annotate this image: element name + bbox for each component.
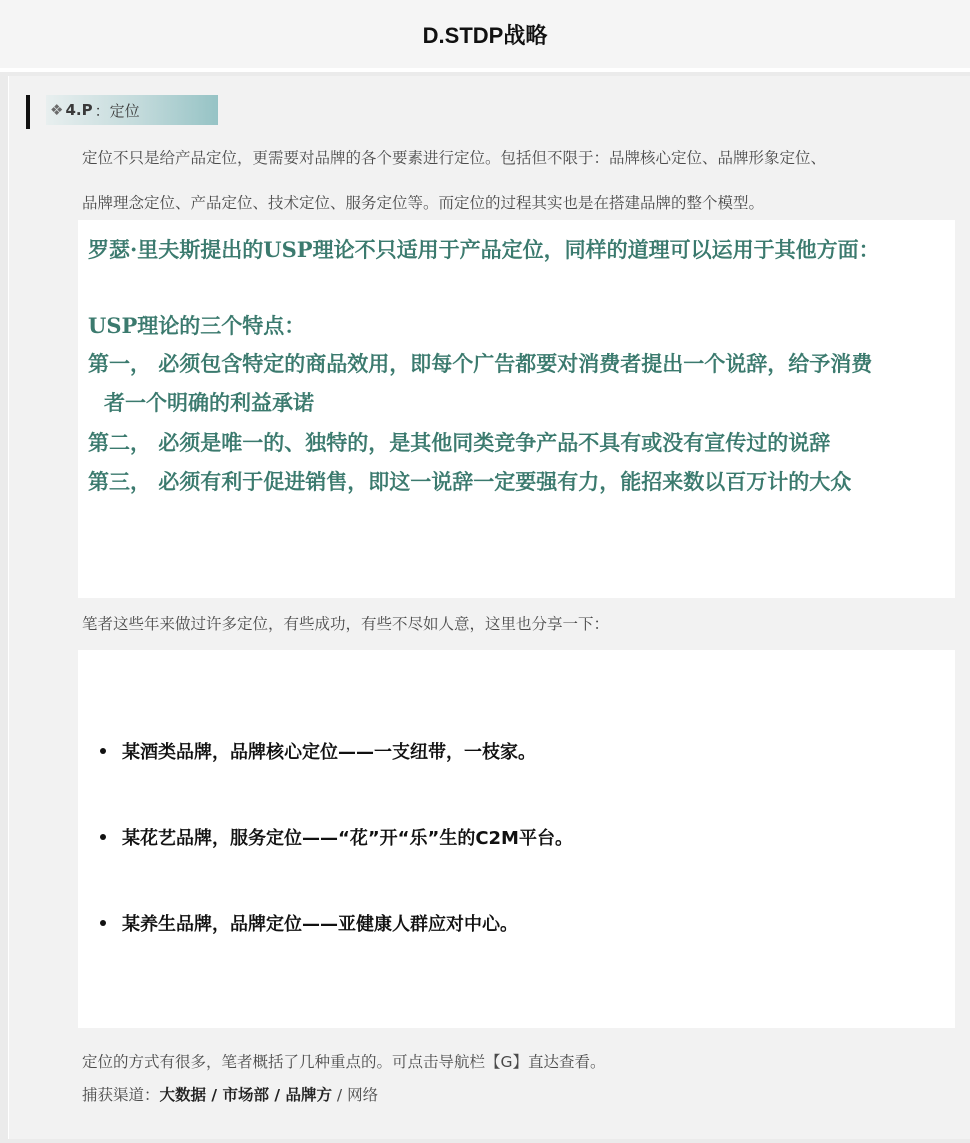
channels-line bbox=[82, 1083, 378, 1105]
list-item bbox=[100, 824, 573, 850]
list-item bbox=[100, 910, 518, 936]
section-tag-label: 4.P bbox=[65, 101, 93, 119]
usp-line: 罗瑟·里夫斯提出的USP理论不只适用于产品定位，同样的道理可以运用于其他方面： bbox=[88, 237, 880, 262]
channel-separator: / bbox=[332, 1086, 348, 1104]
diamond-ornament-icon: ❖ bbox=[50, 101, 64, 119]
channels-label: 捕获渠道： bbox=[82, 1086, 160, 1104]
section-marker-bar bbox=[26, 95, 30, 129]
share-text: 笔者这些年来做过许多定位，有些成功，有些不尽如人意，这里也分享一下： bbox=[82, 615, 610, 633]
bullet-icon bbox=[100, 748, 106, 754]
channel-tag: 网络 bbox=[347, 1086, 379, 1104]
intro-line: 定位不只是给产品定位，更需要对品牌的各个要素进行定位。包括但不限于：品牌核心定位、品牌形象定位、 bbox=[82, 149, 827, 167]
section-tag bbox=[46, 95, 218, 125]
channel-tag: 大数据 bbox=[159, 1086, 207, 1104]
page-title: D.STDP战略 bbox=[422, 22, 548, 48]
section-tag-suffix: ：定位 bbox=[94, 101, 140, 120]
channel-separator: / bbox=[206, 1086, 223, 1104]
usp-line: 第二， 必须是唯一的、独特的，是其他同类竞争产品不具有或没有宣传过的说辞 bbox=[88, 430, 831, 455]
list-item bbox=[100, 738, 536, 764]
channel-tag: 品牌方 bbox=[285, 1086, 332, 1104]
list-item-text: 某花艺品牌，服务定位——“花”开“乐”生的C2M平台。 bbox=[122, 828, 573, 849]
channel-separator: / bbox=[269, 1086, 286, 1104]
examples-list bbox=[78, 650, 955, 1028]
usp-line: 者一个明确的利益承诺 bbox=[104, 390, 314, 415]
usp-line: USP理论的三个特点： bbox=[88, 313, 306, 338]
bullet-icon bbox=[100, 920, 106, 926]
channel-tag: 市场部 bbox=[222, 1086, 270, 1104]
list-item-text: 某养生品牌，品牌定位——亚健康人群应对中心。 bbox=[122, 914, 518, 935]
usp-line: 第一， 必须包含特定的商品效用，即每个广告都要对消费者提出一个说辞，给予消费 bbox=[88, 351, 873, 376]
footer-note: 定位的方式有很多，笔者概括了几种重点的。可点击导航栏【G】直达查看。 bbox=[82, 1053, 606, 1071]
usp-quote-box bbox=[78, 220, 955, 598]
usp-line: 第三， 必须有利于促进销售，即这一说辞一定要强有力，能招来数以百万计的大众 bbox=[88, 469, 852, 494]
bullet-icon bbox=[100, 834, 106, 840]
intro-line: 品牌理念定位、产品定位、技术定位、服务定位等。而定位的过程其实也是在搭建品牌的整个模型。 bbox=[82, 194, 765, 212]
intro-paragraph bbox=[82, 136, 962, 226]
list-item-text: 某酒类品牌，品牌核心定位——一支纽带，一枝家。 bbox=[122, 742, 536, 763]
page-header bbox=[0, 0, 970, 72]
